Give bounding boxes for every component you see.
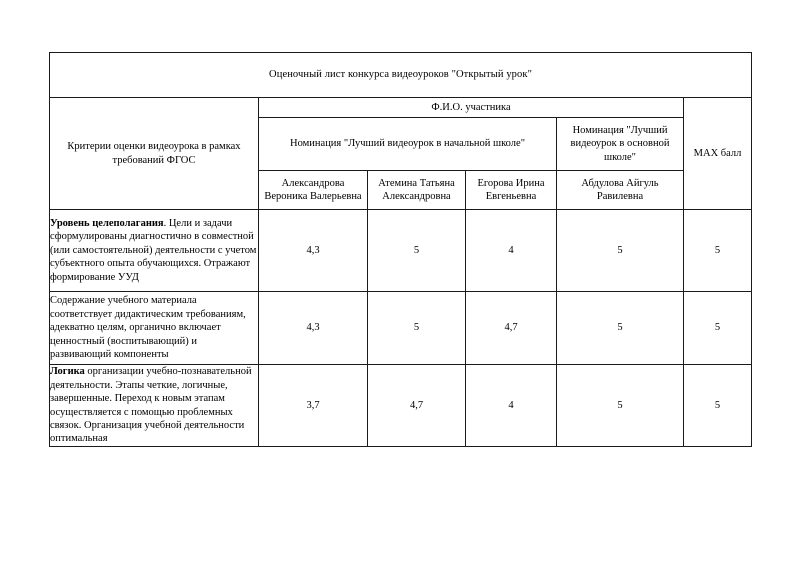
score-cell-2-3: 4,7 (466, 292, 557, 365)
participants-group-header: Ф.И.О. участника (259, 98, 684, 118)
table-row (50, 292, 752, 365)
table-row (50, 210, 752, 292)
score-cell-2-2: 5 (368, 292, 466, 365)
criterion-body-3: организации учебно-познавательной деятельности. Этапы четкие, логичные, завершенные. Переход к новым этапам осуществляется с помощью проблемных связок. Организация учебной деятельности оптимальная (50, 366, 252, 445)
nomination-basic-school: Номинация "Лучший видеоурок в основной школе" (557, 118, 684, 171)
criterion-text-2 (50, 292, 259, 365)
max-score-2: 5 (684, 292, 752, 365)
score-cell-1-2: 5 (368, 210, 466, 292)
document-title: Оценочный лист конкурса видеоуроков "Открытый урок" (50, 53, 752, 98)
grade-sheet (49, 52, 751, 447)
score-cell-3-1: 3,7 (259, 365, 368, 447)
title-row (50, 53, 752, 98)
score-cell-3-3: 4 (466, 365, 557, 447)
score-cell-1-4: 5 (557, 210, 684, 292)
max-score-column-header: MAX балл (684, 98, 752, 210)
table-row (50, 365, 752, 447)
score-cell-1-1: 4,3 (259, 210, 368, 292)
max-score-3: 5 (684, 365, 752, 447)
score-cell-3-2: 4,7 (368, 365, 466, 447)
score-cell-2-4: 5 (557, 292, 684, 365)
participant-name-1: Александрова Вероника Валерьевна (259, 171, 368, 210)
nomination-primary-school: Номинация "Лучший видеоурок в начальной школе" (259, 118, 557, 171)
criterion-text-3 (50, 365, 259, 447)
participant-name-4: Абдулова Айгуль Равилевна (557, 171, 684, 210)
evaluation-table (49, 52, 752, 447)
criterion-text-1 (50, 210, 259, 292)
participant-name-2: Атемина Татьяна Александровна (368, 171, 466, 210)
score-cell-3-4: 5 (557, 365, 684, 447)
criterion-keyword-1: Уровень целеполагания (50, 217, 164, 229)
criteria-column-header: Критерии оценки видеоурока в рамках требований ФГОС (50, 98, 259, 210)
participant-name-3: Егорова Ирина Евгеньевна (466, 171, 557, 210)
criterion-body-1: . Цели и задачи сформулированы диагностично в совместной (или самостоятельной) деятельности с учетом субъектного опыта обучающихся. Отражают формирование УУД (50, 217, 257, 283)
score-cell-1-3: 4 (466, 210, 557, 292)
max-score-1: 5 (684, 210, 752, 292)
header-row-group (50, 98, 752, 118)
score-cell-2-1: 4,3 (259, 292, 368, 365)
criterion-keyword-3: Логика (50, 366, 85, 378)
criterion-body-2: Содержание учебного материала соответствует дидактическим требованиям, адекватно целям, органично включает ценностный (воспитывающий) и развивающий компоненты (50, 295, 246, 361)
